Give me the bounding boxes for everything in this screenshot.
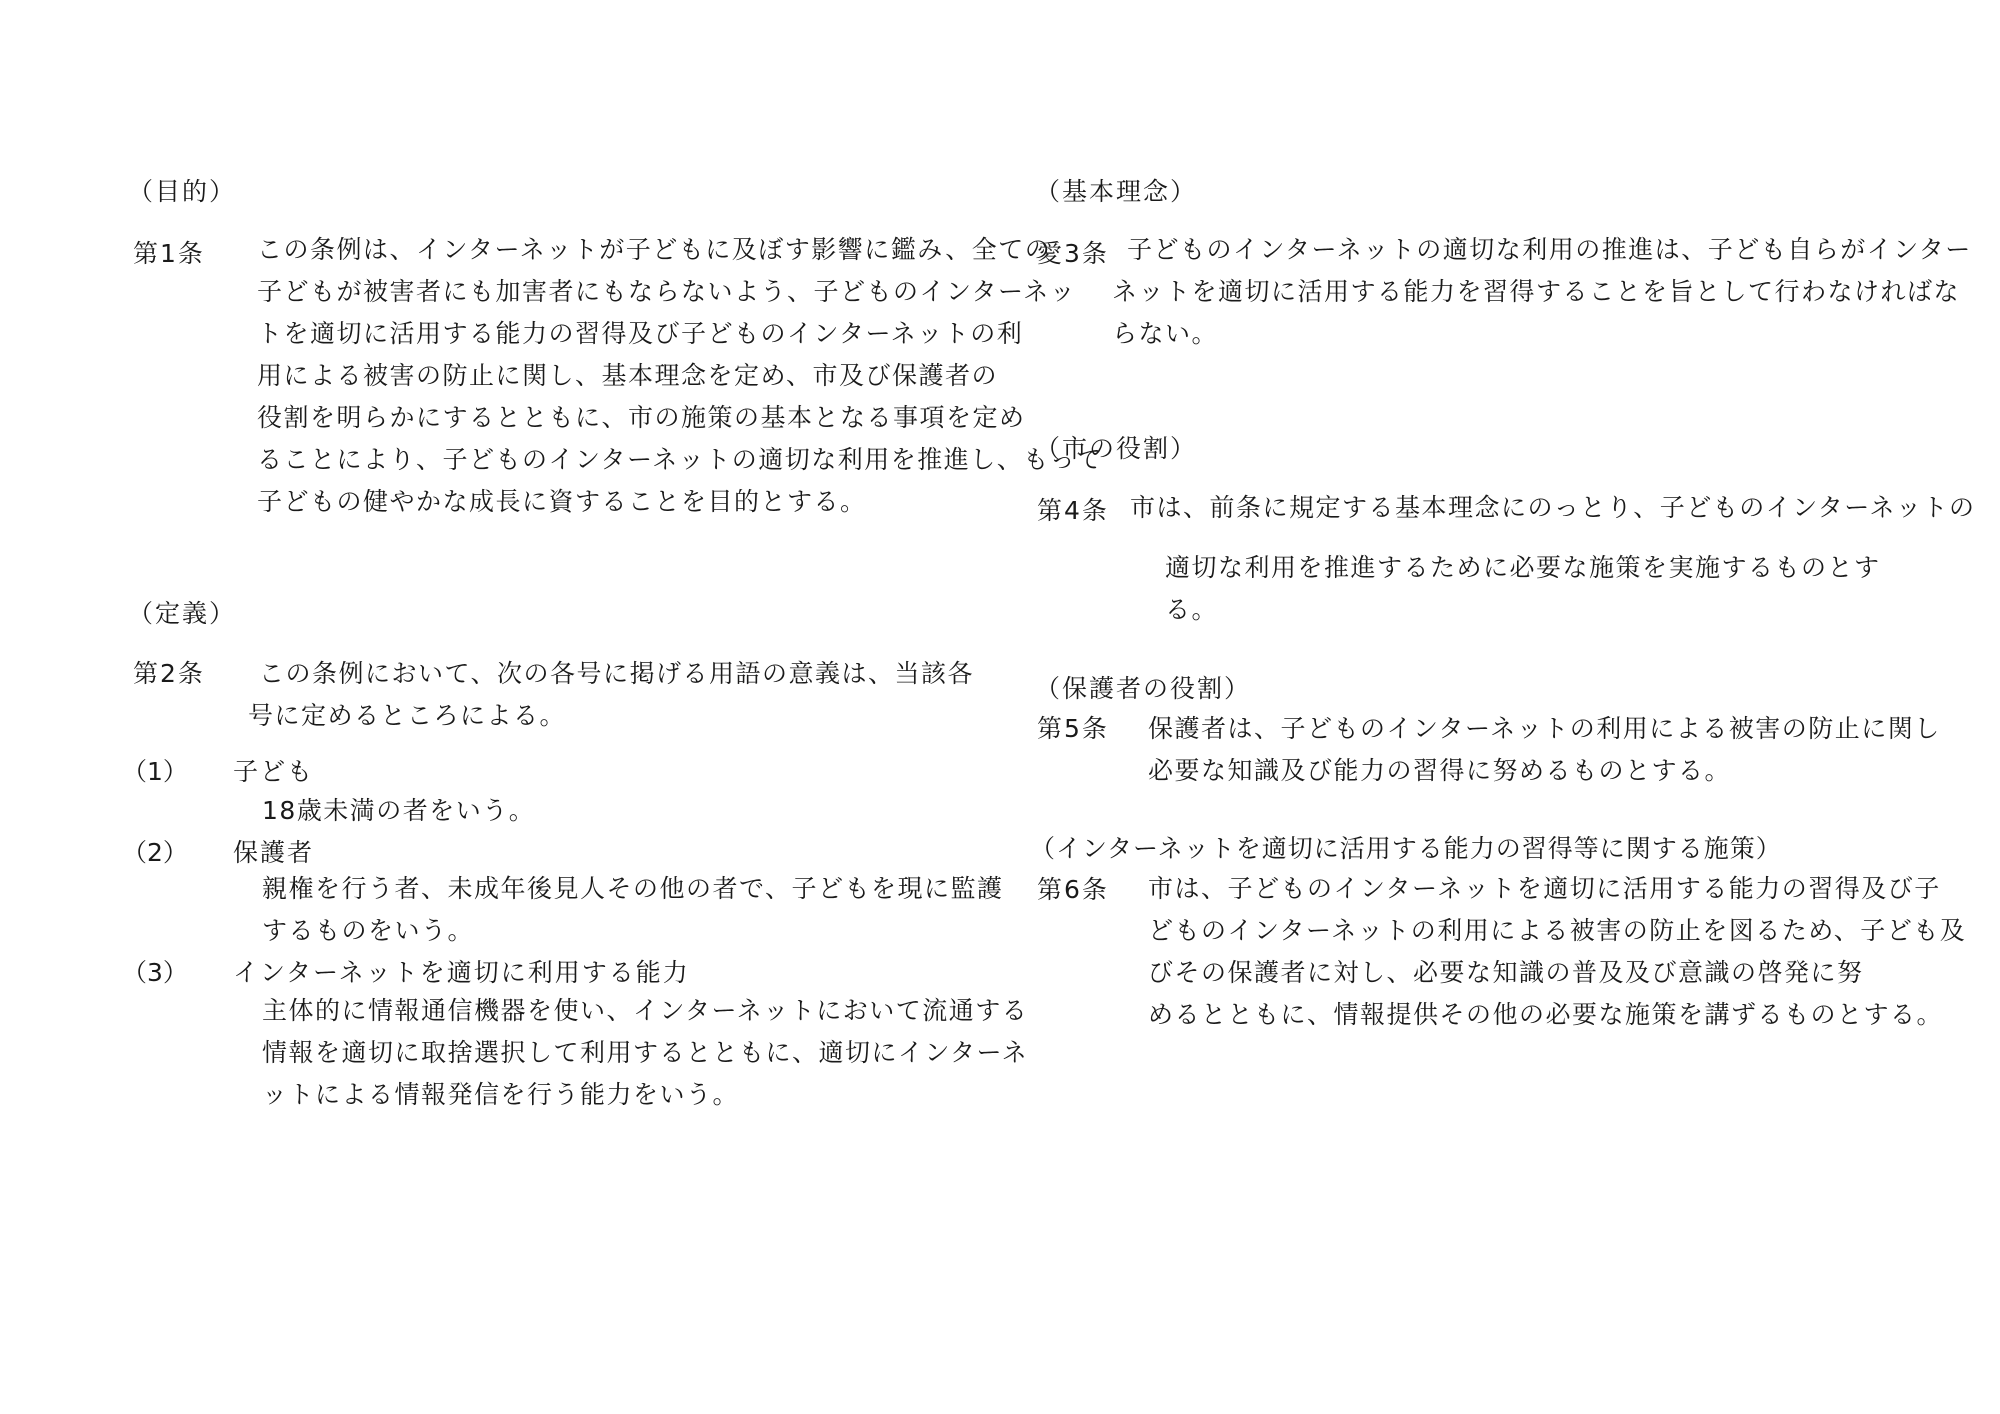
item-1-number: （1） <box>122 757 188 786</box>
article-1-line: トを適切に活用する能力の習得及び子どものインターネットの利 <box>257 319 1024 348</box>
article-3-heading: （基本理念） <box>1035 177 1198 206</box>
article-5-number: 第5条 <box>1037 714 1109 743</box>
article-4-first-line: 市は、前条に規定する基本理念にのっとり、子どものインターネットの <box>1130 493 1976 522</box>
article-2-heading: （定義） <box>128 599 237 628</box>
article-4-text <box>1165 547 1881 631</box>
article-1-line: 子どもの健やかな成長に資することを目的とする。 <box>257 487 867 516</box>
item-2-term: 保護者 <box>233 838 315 867</box>
article-6-line: びその保護者に対し、必要な知識の普及及び意識の啓発に努 <box>1148 958 1864 987</box>
item-2-line: 親権を行う者、未成年後見人その他の者で、子どもを現に監護 <box>262 874 1004 903</box>
article-5-line: 保護者は、子どものインターネットの利用による被害の防止に関し <box>1148 714 1941 743</box>
article-1-heading: （目的） <box>128 177 237 206</box>
item-3-line: 情報を適切に取捨選択して利用するとともに、適切にインターネ <box>262 1038 1029 1067</box>
article-5-text <box>1148 708 1941 792</box>
article-3-line: らない。 <box>1112 319 1219 348</box>
item-1-term: 子ども <box>233 757 315 786</box>
article-4-number: 第4条 <box>1037 496 1109 525</box>
item-2-line: するものをいう。 <box>262 916 475 945</box>
article-6-line: 市は、子どものインターネットを適切に活用する能力の習得及び子 <box>1148 874 1941 903</box>
article-1-number: 第1条 <box>133 239 205 268</box>
item-3-text <box>262 990 1028 1116</box>
item-1-line: 18歳未満の者をいう。 <box>262 796 536 825</box>
article-3-text <box>1112 229 1972 355</box>
article-6-heading: （インターネットを適切に活用する能力の習得等に関する施策） <box>1030 834 1782 863</box>
article-5-line: 必要な知識及び能力の習得に努めるものとする。 <box>1148 756 1732 785</box>
article-3-line: ネットを適切に活用する能力を習得することを旨として行わなければな <box>1112 277 1961 306</box>
article-6-line: どものインターネットの利用による被害の防止を図るため、子ども及 <box>1148 916 1967 945</box>
article-4-heading: （市の役割） <box>1035 434 1198 463</box>
article-2-line: 号に定めるところによる。 <box>248 701 567 730</box>
article-3-line: 子どものインターネットの適切な利用の推進は、子ども自らがインター <box>1127 235 1972 264</box>
article-4-line: 適切な利用を推進するために必要な施策を実施するものとす <box>1165 553 1881 582</box>
item-3-line: ットによる情報発信を行う能力をいう。 <box>262 1080 740 1109</box>
item-3-term: インターネットを適切に利用する能力 <box>233 958 690 987</box>
article-6-text <box>1148 868 1966 1036</box>
article-2-line: この条例において、次の各号に掲げる用語の意義は、当該各 <box>259 659 975 688</box>
article-1-line: 子どもが被害者にも加害者にもならないよう、子どものインターネッ <box>257 277 1077 306</box>
article-2-text <box>248 653 974 737</box>
article-1-line: ることにより、子どものインターネットの適切な利用を推進し、もって <box>257 445 1103 474</box>
article-1-line: 用による被害の防止に関し、基本理念を定め、市及び保護者の <box>257 361 999 390</box>
article-1-line: この条例は、インターネットが子どもに及ぼす影響に鑑み、全ての <box>257 235 1052 264</box>
article-2-number: 第2条 <box>133 659 205 688</box>
article-3-number: 愛3条 <box>1037 239 1109 268</box>
item-3-line: 主体的に情報通信機器を使い、インターネットにおいて流通する <box>262 996 1029 1025</box>
article-1-line: 役割を明らかにするとともに、市の施策の基本となる事項を定め <box>257 403 1026 432</box>
article-4-line: る。 <box>1165 595 1219 624</box>
article-6-line: めるとともに、情報提供その他の必要な施策を講ずるものとする。 <box>1148 1000 1944 1029</box>
item-2-text <box>262 868 1004 952</box>
item-3-number: （3） <box>122 958 188 987</box>
item-2-number: （2） <box>122 838 188 867</box>
article-6-number: 第6条 <box>1037 875 1109 904</box>
article-1-text <box>257 229 1103 523</box>
item-1-text <box>262 790 535 832</box>
article-5-heading: （保護者の役割） <box>1035 674 1252 703</box>
